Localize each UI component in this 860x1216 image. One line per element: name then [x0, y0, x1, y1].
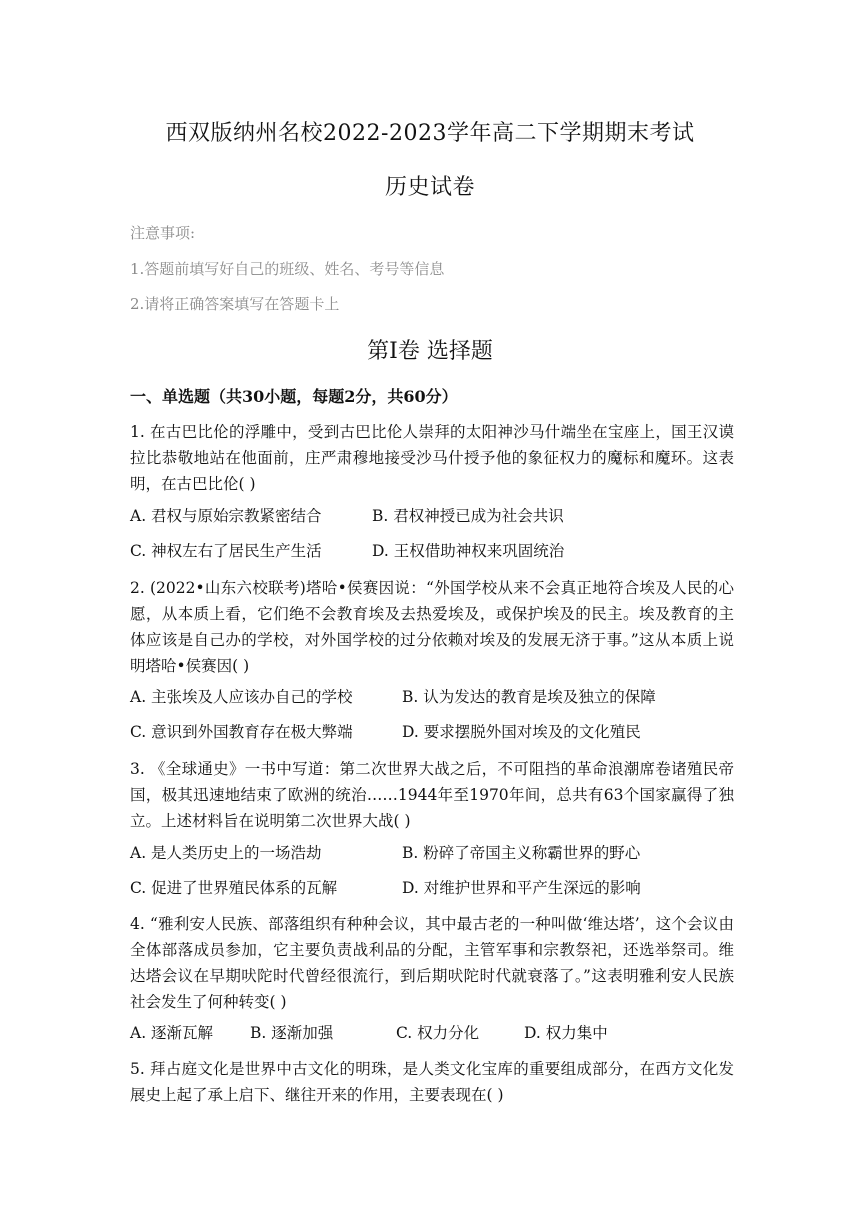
- question-4-stem: 4. “雅利安人民族、部落组织有种种会议，其中最古老的一种叫做‘维达塔’，这个会议由全体部落成员参加，它主要负责战利品的分配，主管军事和宗教祭祀，还选举祭司。维达塔会议在早期吠陀时代曾经很流行，到后期吠陀时代就衰落了。”这表明雅利安人民族社会发生了何种转变( ): [130, 915, 734, 1011]
- question-4-options: [130, 1021, 750, 1045]
- notice-heading: 注意事项:: [130, 224, 196, 242]
- option-b: B. 粉碎了帝国主义称霸世界的野心: [402, 844, 641, 862]
- notice-item: 2.请将正确答案填写在答题卡上: [130, 295, 340, 313]
- exam-title: 西双版纳州名校2022-2023学年高二下学期期末考试: [165, 121, 695, 146]
- option-d: D. 权力集中: [524, 1024, 608, 1042]
- question-1-options: [130, 539, 750, 563]
- option-b: B. 逐渐加强: [250, 1024, 334, 1042]
- option-d: D. 要求摆脱外国对埃及的文化殖民: [402, 723, 641, 741]
- option-c: C. 神权左右了居民生产生活: [130, 542, 322, 560]
- option-d: D. 王权借助神权来巩固统治: [372, 542, 565, 560]
- question-5-stem: 5. 拜占庭文化是世界中古文化的明珠，是人类文化宝库的重要组成部分，在西方文化发展史上起了承上启下、继往开来的作用，主要表现在( ): [130, 1060, 734, 1104]
- option-c: C. 促进了世界殖民体系的瓦解: [130, 879, 338, 897]
- option-b: B. 认为发达的教育是埃及独立的保障: [402, 688, 656, 706]
- option-b: B. 君权神授已成为社会共识: [372, 507, 564, 525]
- part-title: 一、单选题（共30小题，每题2分，共60分）: [130, 387, 458, 406]
- notice-item: 1.答题前填写好自己的班级、姓名、考号等信息: [130, 260, 445, 278]
- exam-subtitle: 历史试卷: [384, 175, 475, 200]
- question-2-options: [130, 685, 750, 709]
- option-c: C. 意识到外国教育存在极大弊端: [130, 723, 353, 741]
- section-title: 第Ⅰ卷 选择题: [367, 339, 493, 364]
- option-a: A. 主张埃及人应该办自己的学校: [130, 688, 353, 706]
- question-3-stem: 3. 《全球通史》一书中写道：第二次世界大战之后，不可阻挡的革命浪潮席卷诸殖民帝国，极其迅速地结束了欧洲的统治……1944年至1970年间，总共有63个国家赢得了独立。上述材料旨在说明第二次世界大战( ): [130, 760, 734, 830]
- question-3-options: [130, 876, 750, 900]
- option-a: A. 君权与原始宗教紧密结合: [130, 507, 322, 525]
- question-1-stem: 1. 在古巴比伦的浮雕中，受到古巴比伦人崇拜的太阳神沙马什端坐在宝座上，国王汉谟拉比恭敬地站在他面前，庄严肃穆地接受沙马什授予他的象征权力的魔标和魔环。这表明，在古巴比伦( ): [130, 423, 734, 493]
- option-a: A. 逐渐瓦解: [130, 1024, 214, 1042]
- question-1-options: [130, 504, 750, 528]
- question-2-options: [130, 720, 750, 744]
- option-a: A. 是人类历史上的一场浩劫: [130, 844, 322, 862]
- option-d: D. 对维护世界和平产生深远的影响: [402, 879, 641, 897]
- question-2-stem: 2. (2022•山东六校联考)塔哈•侯赛因说：“外国学校从来不会真正地符合埃及人民的心愿，从本质上看，它们绝不会教育埃及去热爱埃及，或保护埃及的民主。埃及教育的主体应该是自己办的学校，对外国学校的过分依赖对埃及的发展无济于事。”这从本质上说明塔哈•侯赛因( ): [130, 579, 734, 675]
- option-c: C. 权力分化: [396, 1024, 480, 1042]
- question-3-options: [130, 841, 750, 865]
